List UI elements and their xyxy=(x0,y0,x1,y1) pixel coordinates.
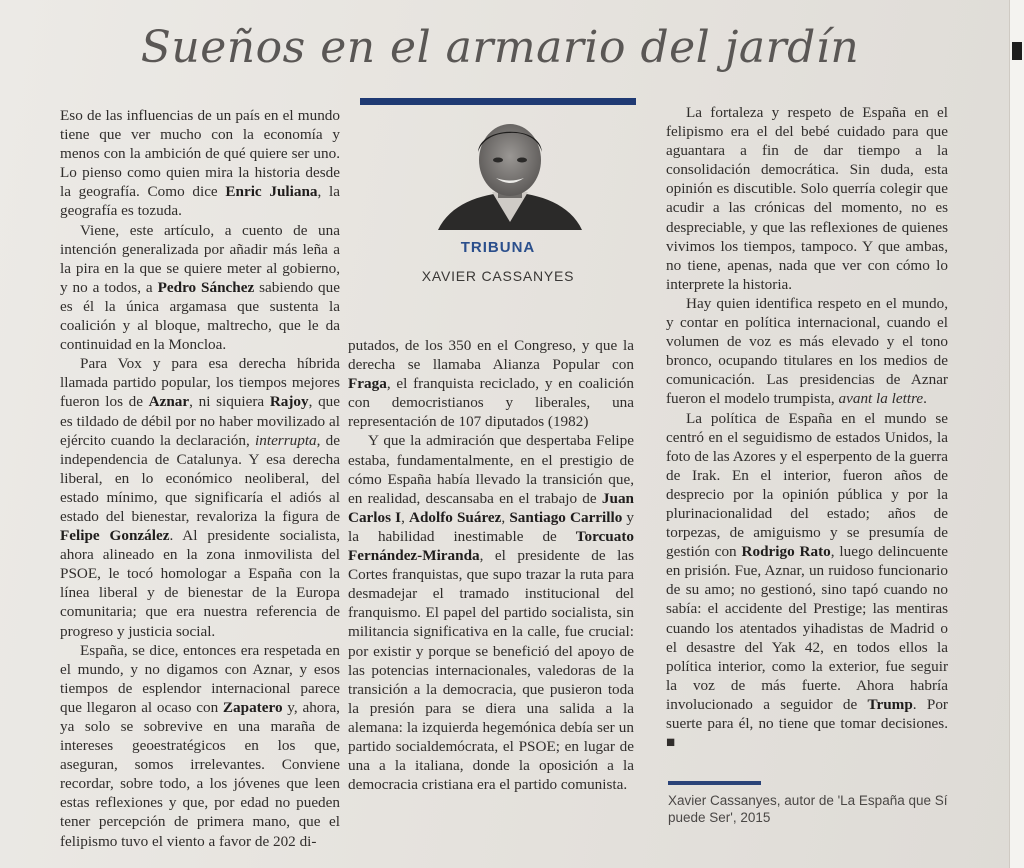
paragraph xyxy=(666,103,948,294)
headline: Sueños en el armario del jardín xyxy=(140,22,860,73)
bold-name: Felipe González xyxy=(60,527,170,545)
text-run: Y que la admiración que despertaba Felipe estaba, fundamentalmente, en el prestigio de cómo España había llevado la transición que, en realidad, descansaba en el trabajo de xyxy=(348,432,634,507)
bold-name: Adolfo Suárez xyxy=(408,508,502,526)
italic-text: interrupta xyxy=(255,431,317,449)
article-column-3 xyxy=(666,103,948,752)
text-run: Hay quien identifica respeto en el mundo, y contar en política internacional, cuando el volumen de voz es más elevado y el tono bronco, ocupando titulares en los medios de comunicación. Las presidencias de Aznar fueron el modelo trumpista, xyxy=(666,294,948,408)
text-run: , que es tildado de débil por no haber movilizado al ejército cuando la declaración, xyxy=(60,393,341,449)
paragraph xyxy=(60,354,340,640)
text-run: Para Vox y para esa derecha híbrida llamada partido popular, los tiempos mejores fueron los de xyxy=(60,355,340,411)
adjacent-page-edge xyxy=(1009,0,1024,868)
text-run: . Al presidente socialista, ahora alineado en la zona inmovilista del PSOE, le tocó homologar a España con la línea liberal y de bienestar de la Europa comunitaria; que era nuestra referencia de progreso y justicia social. xyxy=(60,527,340,640)
text-run: . Por suerte para él, no tiene que tomar decisiones. ■ xyxy=(666,695,948,752)
text-run: Viene, este artículo, a cuento de una intención generalizada por añadir más leña a la pira en la que se quiere meter al gobierno, y no a todos, a xyxy=(60,221,340,296)
article-column-1 xyxy=(60,106,340,851)
paragraph xyxy=(666,294,948,409)
bold-name: Santiago Carrillo xyxy=(509,508,623,526)
section-rule xyxy=(360,98,636,105)
author-footnote: Xavier Cassanyes, autor de 'La España que Sí puede Ser', 2015 xyxy=(668,793,948,825)
text-run: . xyxy=(923,390,927,408)
text-run: , de independencia de Catalunya. Y esa derecha liberal, en lo económico neoliberal, del estado mínimo, que significaría el adiós al estado del bienestar, revaloriza la figura de xyxy=(60,431,340,525)
text-run: , el franquista reciclado, y en coalición con democristianos y liberales, una representación de 107 diputados (1982) xyxy=(348,375,634,431)
bold-name: Torcuato Fernández-Miranda xyxy=(348,527,634,565)
bold-name: Rajoy xyxy=(269,393,309,411)
text-run: y la habilidad inestimable de xyxy=(348,508,635,545)
paragraph xyxy=(348,431,634,794)
bold-name: Pedro Sánchez xyxy=(157,278,255,296)
italic-text: avant la lettre xyxy=(838,390,924,408)
text-run: sabiendo que es él la única argamasa que sustenta la coalición y al bloque, maltrecho, que le da continuidad en la Moncloa. xyxy=(60,278,340,354)
bold-name: Trump xyxy=(867,695,913,713)
paragraph xyxy=(348,336,634,431)
text-run: , la geografía es tozuda. xyxy=(60,183,340,220)
author-portrait xyxy=(428,118,592,230)
text-run: , luego delincuente en prisión. Fue, Aznar, un ruidoso funcionario de su amo; no gestionó, sino tapó cuando no sabía: el accidente del Prestige; las mentiras cuando los atentados yihadistas de Madrid o el desastre del Yak 42, en todos ellos la política interior, como la exterior, fue seguir la voz de más fuerte. Ahora habría involucionado a seguidor de xyxy=(666,543,948,713)
text-run: , xyxy=(501,508,510,526)
text-run: España, se dice, entonces era respetada en el mundo, y no digamos con Aznar, y esos tiempos de esplendor internacional parece que llegaron al ocaso con xyxy=(60,641,340,716)
text-run: La política de España en el mundo se centró en el seguidismo de estados Unidos, la foto de las Azores y el esperpento de la guerra de Irak. En el interior, fueron años de desprecio por la opinión pública y por la plurinacionalidad del estado; años de torpezas, de amiguismo y se presumía de gestión con xyxy=(666,409,948,561)
text-run: Eso de las influencias de un país en el mundo tiene que ver mucho con la economía y menos con la ambición de qué quiere ser uno. Lo pienso como quien mira la historia desde la geografía. Como dice xyxy=(60,107,340,201)
section-label: TRIBUNA xyxy=(460,239,536,256)
footnote-rule xyxy=(668,781,761,785)
bold-name: Juan Carlos I xyxy=(348,489,634,526)
byline-author: XAVIER CASSANYES xyxy=(421,268,575,284)
paragraph xyxy=(60,106,340,221)
article-column-2 xyxy=(348,336,634,794)
paragraph xyxy=(666,409,948,753)
bold-name: Enric Juliana xyxy=(225,183,318,201)
text-run: , ni siquiera xyxy=(189,393,270,411)
page-edge-mark xyxy=(1012,42,1022,60)
bold-name: Rodrigo Rato xyxy=(741,543,831,561)
bold-name: Zapatero xyxy=(222,698,283,716)
bold-name: Aznar xyxy=(148,393,190,411)
text-run: y, ahora, ya solo se sobrevive en una maraña de intereses geoestratégicos en los que, aseguran, somos irrelevantes. Conviene recordar, sobre todo, a los jóvenes que leen estas reflexiones y que, por edad no pueden tener percepción de primera mano, que el felipismo tuvo el viento a favor de 202 di- xyxy=(60,698,340,850)
text-run: putados, de los 350 en el Congreso, y que la derecha se llamaba Alianza Popular con xyxy=(348,337,634,374)
text-run: , el presidente de las Cortes franquistas, que supo trazar la ruta para desmadejar el tramado institucional del franquismo. El papel del partido socialista, sin militancia significativa en la calle, fue crucial: por existir y porque se benefició del apoyo de las potencias internacionales, valedoras de la transición a la democracia, que pusieron toda la presión para se diera una salida a la alemana: la izquierda hegemónica debía ser un partido socialdemócrata, el PSOE; en lugar de una a la italiana, donde la oposición a la democracia cristiana era el partido comunista. xyxy=(348,547,634,794)
paragraph xyxy=(60,641,340,851)
text-run: , xyxy=(401,508,409,526)
text-run: La fortaleza y respeto de España en el felipismo era el del bebé cuidado para que aguantara a fin de dar tiempo a la consolidación democrática. Sin duda, esta opinión es discutible. Solo querría colegir que acudir a las crónicas del momento, no es despreciable, y que las reflexiones de quienes vivimos los tiempos, tampoco. Y que ambas, no tiene, apenas, nada que ver con cómo lo interprete la historia. xyxy=(666,104,948,293)
bold-name: Fraga xyxy=(348,375,387,393)
paragraph xyxy=(60,221,340,355)
